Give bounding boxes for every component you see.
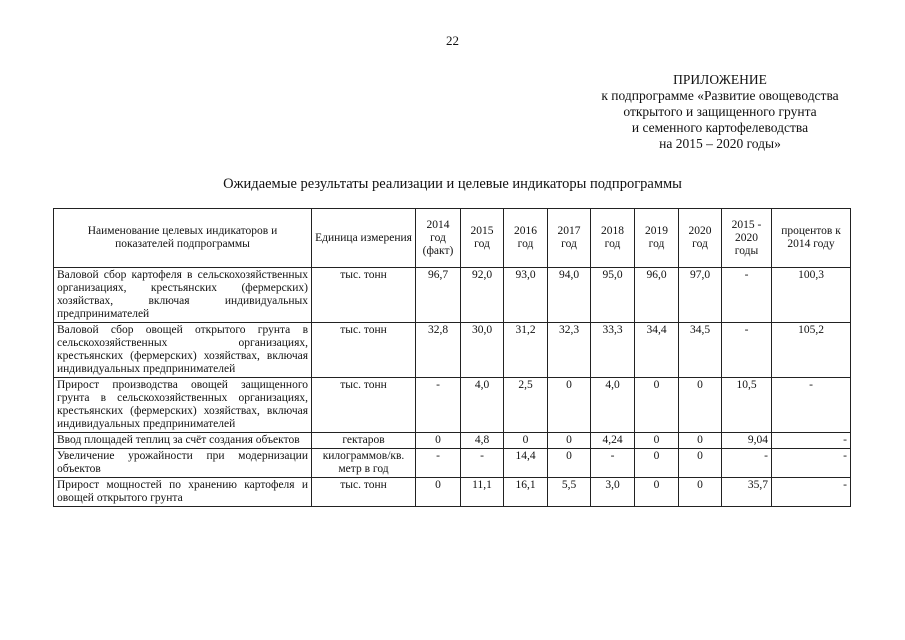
total-cell: 10,5 bbox=[722, 378, 772, 433]
header-cell: 2018 год bbox=[591, 209, 635, 268]
value-cell: 92,0 bbox=[461, 268, 504, 323]
value-cell: 0 bbox=[416, 478, 461, 507]
header-cell: Единица измерения bbox=[312, 209, 416, 268]
value-cell: 0 bbox=[548, 449, 591, 478]
value-cell: 2,5 bbox=[504, 378, 548, 433]
value-cell: 0 bbox=[635, 433, 679, 449]
header-cell: 2016 год bbox=[504, 209, 548, 268]
total-cell: - bbox=[722, 323, 772, 378]
value-cell: 0 bbox=[504, 433, 548, 449]
indicators-table bbox=[53, 208, 851, 507]
indicator-name: Валовой сбор овощей открытого грунта в сельскохозяйственных организациях, крестьянских (фермерских) хозяйствах, включая индивидуальных предпринимателей bbox=[54, 323, 312, 378]
indicator-name: Прирост производства овощей защищенного грунта в сельскохозяйственных организациях, крестьянских (фермерских) хозяйствах, включая индивидуальных предпринимателей bbox=[54, 378, 312, 433]
value-cell: - bbox=[591, 449, 635, 478]
table-row bbox=[54, 478, 851, 507]
percent-cell: - bbox=[772, 433, 851, 449]
value-cell: 4,24 bbox=[591, 433, 635, 449]
value-cell: 34,5 bbox=[679, 323, 722, 378]
value-cell: 31,2 bbox=[504, 323, 548, 378]
value-cell: - bbox=[461, 449, 504, 478]
value-cell: 93,0 bbox=[504, 268, 548, 323]
page-number: 22 bbox=[446, 33, 459, 48]
table-row bbox=[54, 268, 851, 323]
unit-cell: тыс. тонн bbox=[312, 268, 416, 323]
value-cell: 0 bbox=[679, 433, 722, 449]
value-cell: 0 bbox=[679, 449, 722, 478]
appendix-line: открытого и защищенного грунта bbox=[623, 104, 817, 119]
header-row bbox=[54, 209, 851, 268]
appendix-line: на 2015 – 2020 годы» bbox=[659, 136, 781, 151]
header-cell: 2019 год bbox=[635, 209, 679, 268]
value-cell: 34,4 bbox=[635, 323, 679, 378]
indicator-name: Увеличение урожайности при модернизации объектов bbox=[54, 449, 312, 478]
unit-cell: тыс. тонн bbox=[312, 378, 416, 433]
total-cell: - bbox=[722, 268, 772, 323]
value-cell: 32,8 bbox=[416, 323, 461, 378]
value-cell: 0 bbox=[416, 433, 461, 449]
table-row bbox=[54, 449, 851, 478]
value-cell: 95,0 bbox=[591, 268, 635, 323]
percent-cell: - bbox=[772, 378, 851, 433]
value-cell: 3,0 bbox=[591, 478, 635, 507]
table-row bbox=[54, 378, 851, 433]
value-cell: 0 bbox=[679, 378, 722, 433]
value-cell: - bbox=[416, 449, 461, 478]
value-cell: 30,0 bbox=[461, 323, 504, 378]
value-cell: 96,0 bbox=[635, 268, 679, 323]
header-cell: процентов к 2014 году bbox=[772, 209, 851, 268]
value-cell: 96,7 bbox=[416, 268, 461, 323]
percent-cell: 105,2 bbox=[772, 323, 851, 378]
total-cell: 35,7 bbox=[722, 478, 772, 507]
value-cell: 4,0 bbox=[461, 378, 504, 433]
value-cell: 14,4 bbox=[504, 449, 548, 478]
percent-cell: - bbox=[772, 449, 851, 478]
unit-cell: гектаров bbox=[312, 433, 416, 449]
value-cell: 33,3 bbox=[591, 323, 635, 378]
value-cell: 0 bbox=[635, 449, 679, 478]
value-cell: 97,0 bbox=[679, 268, 722, 323]
appendix-block bbox=[540, 72, 900, 152]
value-cell: 32,3 bbox=[548, 323, 591, 378]
header-cell: 2015 - 2020 годы bbox=[722, 209, 772, 268]
value-cell: 0 bbox=[548, 433, 591, 449]
appendix-title: ПРИЛОЖЕНИЕ bbox=[673, 72, 767, 87]
value-cell: 0 bbox=[635, 478, 679, 507]
value-cell: 0 bbox=[548, 378, 591, 433]
value-cell: 11,1 bbox=[461, 478, 504, 507]
indicator-name: Ввод площадей теплиц за счёт создания объектов bbox=[54, 433, 312, 449]
indicator-name: Прирост мощностей по хранению картофеля и овощей открытого грунта bbox=[54, 478, 312, 507]
table-row bbox=[54, 323, 851, 378]
appendix-line: и семенного картофелеводства bbox=[631, 120, 809, 135]
percent-cell: - bbox=[772, 478, 851, 507]
value-cell: 0 bbox=[635, 378, 679, 433]
unit-cell: тыс. тонн bbox=[312, 478, 416, 507]
value-cell: - bbox=[416, 378, 461, 433]
header-cell: 2017 год bbox=[548, 209, 591, 268]
header-cell: Наименование целевых индикаторов и показателей подпрограммы bbox=[54, 209, 312, 268]
value-cell: 4,8 bbox=[461, 433, 504, 449]
appendix-line: к подпрограмме «Развитие овощеводства bbox=[601, 88, 839, 103]
value-cell: 0 bbox=[679, 478, 722, 507]
table-heading: Ожидаемые результаты реализации и целевые индикаторы подпрограммы bbox=[223, 176, 682, 192]
indicator-name: Валовой сбор картофеля в сельскохозяйственных организациях, крестьянских (фермерских) хозяйствах, включая индивидуальных предпринимателей bbox=[54, 268, 312, 323]
unit-cell: тыс. тонн bbox=[312, 323, 416, 378]
table-row bbox=[54, 433, 851, 449]
header-cell: 2020 год bbox=[679, 209, 722, 268]
value-cell: 16,1 bbox=[504, 478, 548, 507]
total-cell: 9,04 bbox=[722, 433, 772, 449]
percent-cell: 100,3 bbox=[772, 268, 851, 323]
unit-cell: килограммов/кв. метр в год bbox=[312, 449, 416, 478]
header-cell: 2014 год (факт) bbox=[416, 209, 461, 268]
total-cell: - bbox=[722, 449, 772, 478]
value-cell: 4,0 bbox=[591, 378, 635, 433]
value-cell: 5,5 bbox=[548, 478, 591, 507]
header-cell: 2015 год bbox=[461, 209, 504, 268]
value-cell: 94,0 bbox=[548, 268, 591, 323]
